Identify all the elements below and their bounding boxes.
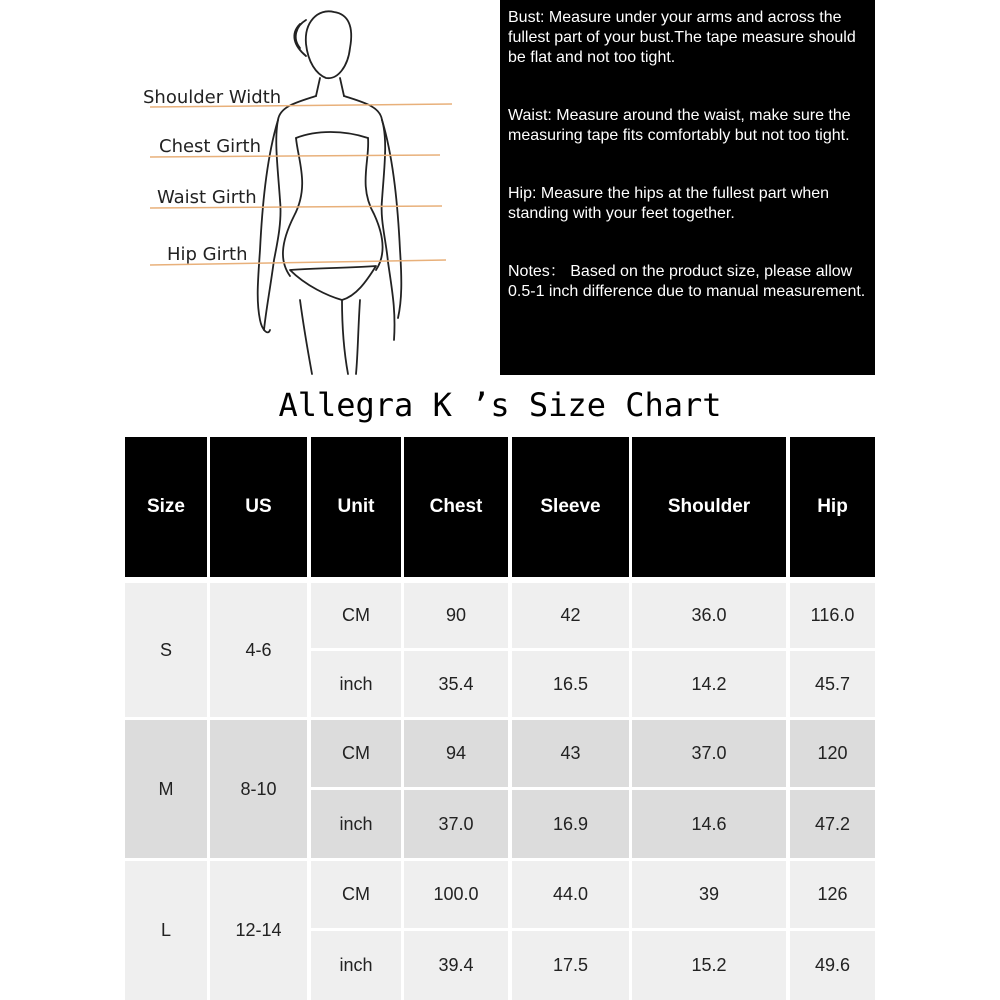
chest-cell: 39.4	[404, 931, 508, 1000]
size-cell: S	[125, 583, 207, 717]
chart-title: Allegra K ’s Size Chart	[278, 386, 722, 424]
us-cell: 8-10	[210, 720, 307, 858]
size-cell: M	[125, 720, 207, 858]
sleeve-cell: 16.5	[512, 651, 629, 717]
note-waist: Waist: Measure around the waist, make sure the measuring tape fits comfortably but not too tight.	[508, 107, 851, 144]
shoulder-cell: 37.0	[632, 720, 786, 787]
chest-cell: 100.0	[404, 861, 508, 928]
sleeve-cell: 43	[512, 720, 629, 787]
chest-cell: 37.0	[404, 790, 508, 858]
header-us: US	[210, 437, 307, 577]
note-general: Notes： Based on the product size, please allow 0.5-1 inch difference due to manual measurement.	[508, 263, 866, 300]
label-hip-girth: Hip Girth	[167, 244, 248, 265]
hip-cell: 116.0	[790, 583, 875, 648]
note-hip: Hip: Measure the hips at the fullest part when standing with your feet together.	[508, 185, 830, 222]
unit-cell: inch	[311, 651, 401, 717]
measurement-lines	[150, 104, 452, 265]
measuring-notes-panel	[500, 0, 875, 375]
unit-cell: inch	[311, 790, 401, 858]
us-cell: 12-14	[210, 861, 307, 1000]
label-chest-girth: Chest Girth	[159, 136, 262, 157]
unit-cell: inch	[311, 931, 401, 1000]
header-unit: Unit	[311, 437, 401, 577]
label-waist-girth: Waist Girth	[157, 187, 257, 208]
hip-cell: 47.2	[790, 790, 875, 858]
us-cell: 4-6	[210, 583, 307, 717]
unit-cell: CM	[311, 720, 401, 787]
sleeve-cell: 44.0	[512, 861, 629, 928]
chest-cell: 90	[404, 583, 508, 648]
header-chest: Chest	[404, 437, 508, 577]
hip-cell: 45.7	[790, 651, 875, 717]
shoulder-cell: 36.0	[632, 583, 786, 648]
size-cell: L	[125, 861, 207, 1000]
body-figure	[130, 0, 490, 378]
chest-cell: 35.4	[404, 651, 508, 717]
size-table	[125, 437, 875, 1000]
shoulder-cell: 15.2	[632, 931, 786, 1000]
hip-cell: 120	[790, 720, 875, 787]
shoulder-cell: 14.6	[632, 790, 786, 858]
shoulder-cell: 39	[632, 861, 786, 928]
hip-cell: 49.6	[790, 931, 875, 1000]
header-shoulder: Shoulder	[632, 437, 786, 577]
sleeve-cell: 16.9	[512, 790, 629, 858]
chest-cell: 94	[404, 720, 508, 787]
label-shoulder-width: Shoulder Width	[143, 87, 282, 108]
header-hip: Hip	[790, 437, 875, 577]
unit-cell: CM	[311, 861, 401, 928]
sleeve-cell: 17.5	[512, 931, 629, 1000]
header-size: Size	[125, 437, 207, 577]
note-bust: Bust: Measure under your arms and across the fullest part of your bust.The tape measure should be flat and not too tight.	[508, 9, 856, 66]
shoulder-cell: 14.2	[632, 651, 786, 717]
header-sleeve: Sleeve	[512, 437, 629, 577]
sleeve-cell: 42	[512, 583, 629, 648]
unit-cell: CM	[311, 583, 401, 648]
hip-cell: 126	[790, 861, 875, 928]
